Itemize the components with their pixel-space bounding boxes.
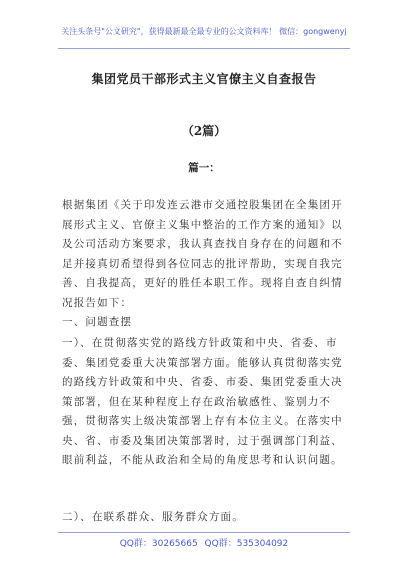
- paragraph-text: 根据集团《关于印发连云港市交通控股集团在全集团开展形式主义、官僚主义集中整治的工作方案的通知》以及公司活动方案要求，我认真查找自身存在的问题和不足并接真切希望得到各位同志的批评帮助，实现自我完善、自我提高，更好的胜任本职工作。现将自查自纠情况报告如下：: [62, 199, 343, 309]
- document-subtitle: （2篇）: [181, 124, 227, 138]
- paragraph-text: 一、问题查摆: [62, 316, 133, 328]
- body-paragraph-intro: [62, 196, 350, 313]
- body-paragraph-section-one: [62, 334, 350, 471]
- document-title: 集团党员干部形式主义官僚主义自查报告: [91, 72, 317, 86]
- footer-contact: QQ群：30265665 QQ群：535304092: [119, 539, 289, 549]
- body-paragraph-heading: [62, 313, 350, 333]
- section-heading: 篇一：: [188, 162, 220, 174]
- header-divider: [58, 48, 350, 49]
- paragraph-text: 一）、在贯彻落实党的路线方针政策和中央、省委、市委、集团党委重大决策部署方面。能够认真贯彻落实党的路线方针政策和中央、省委、市委、集团党委重大决策部署，但在某种程度上存在政治敏感性、鉴别力不强，贯彻落实上级决策部署上存有本位主义。在落实中央、省、市委及集团决策部署时，过于强调部门利益、眼前利益，不能从政治和全局的角度思考和认识问题。: [62, 337, 343, 466]
- body-paragraph-section-two: [62, 508, 350, 528]
- footer-divider: [58, 532, 350, 533]
- paragraph-text: 二）、在联系群众、服务群众方面。: [62, 511, 244, 523]
- header-banner: 关注头条号"公文研究"，获得最新最全最专业的公文资料库！ 微信：gongwenyj: [61, 27, 347, 36]
